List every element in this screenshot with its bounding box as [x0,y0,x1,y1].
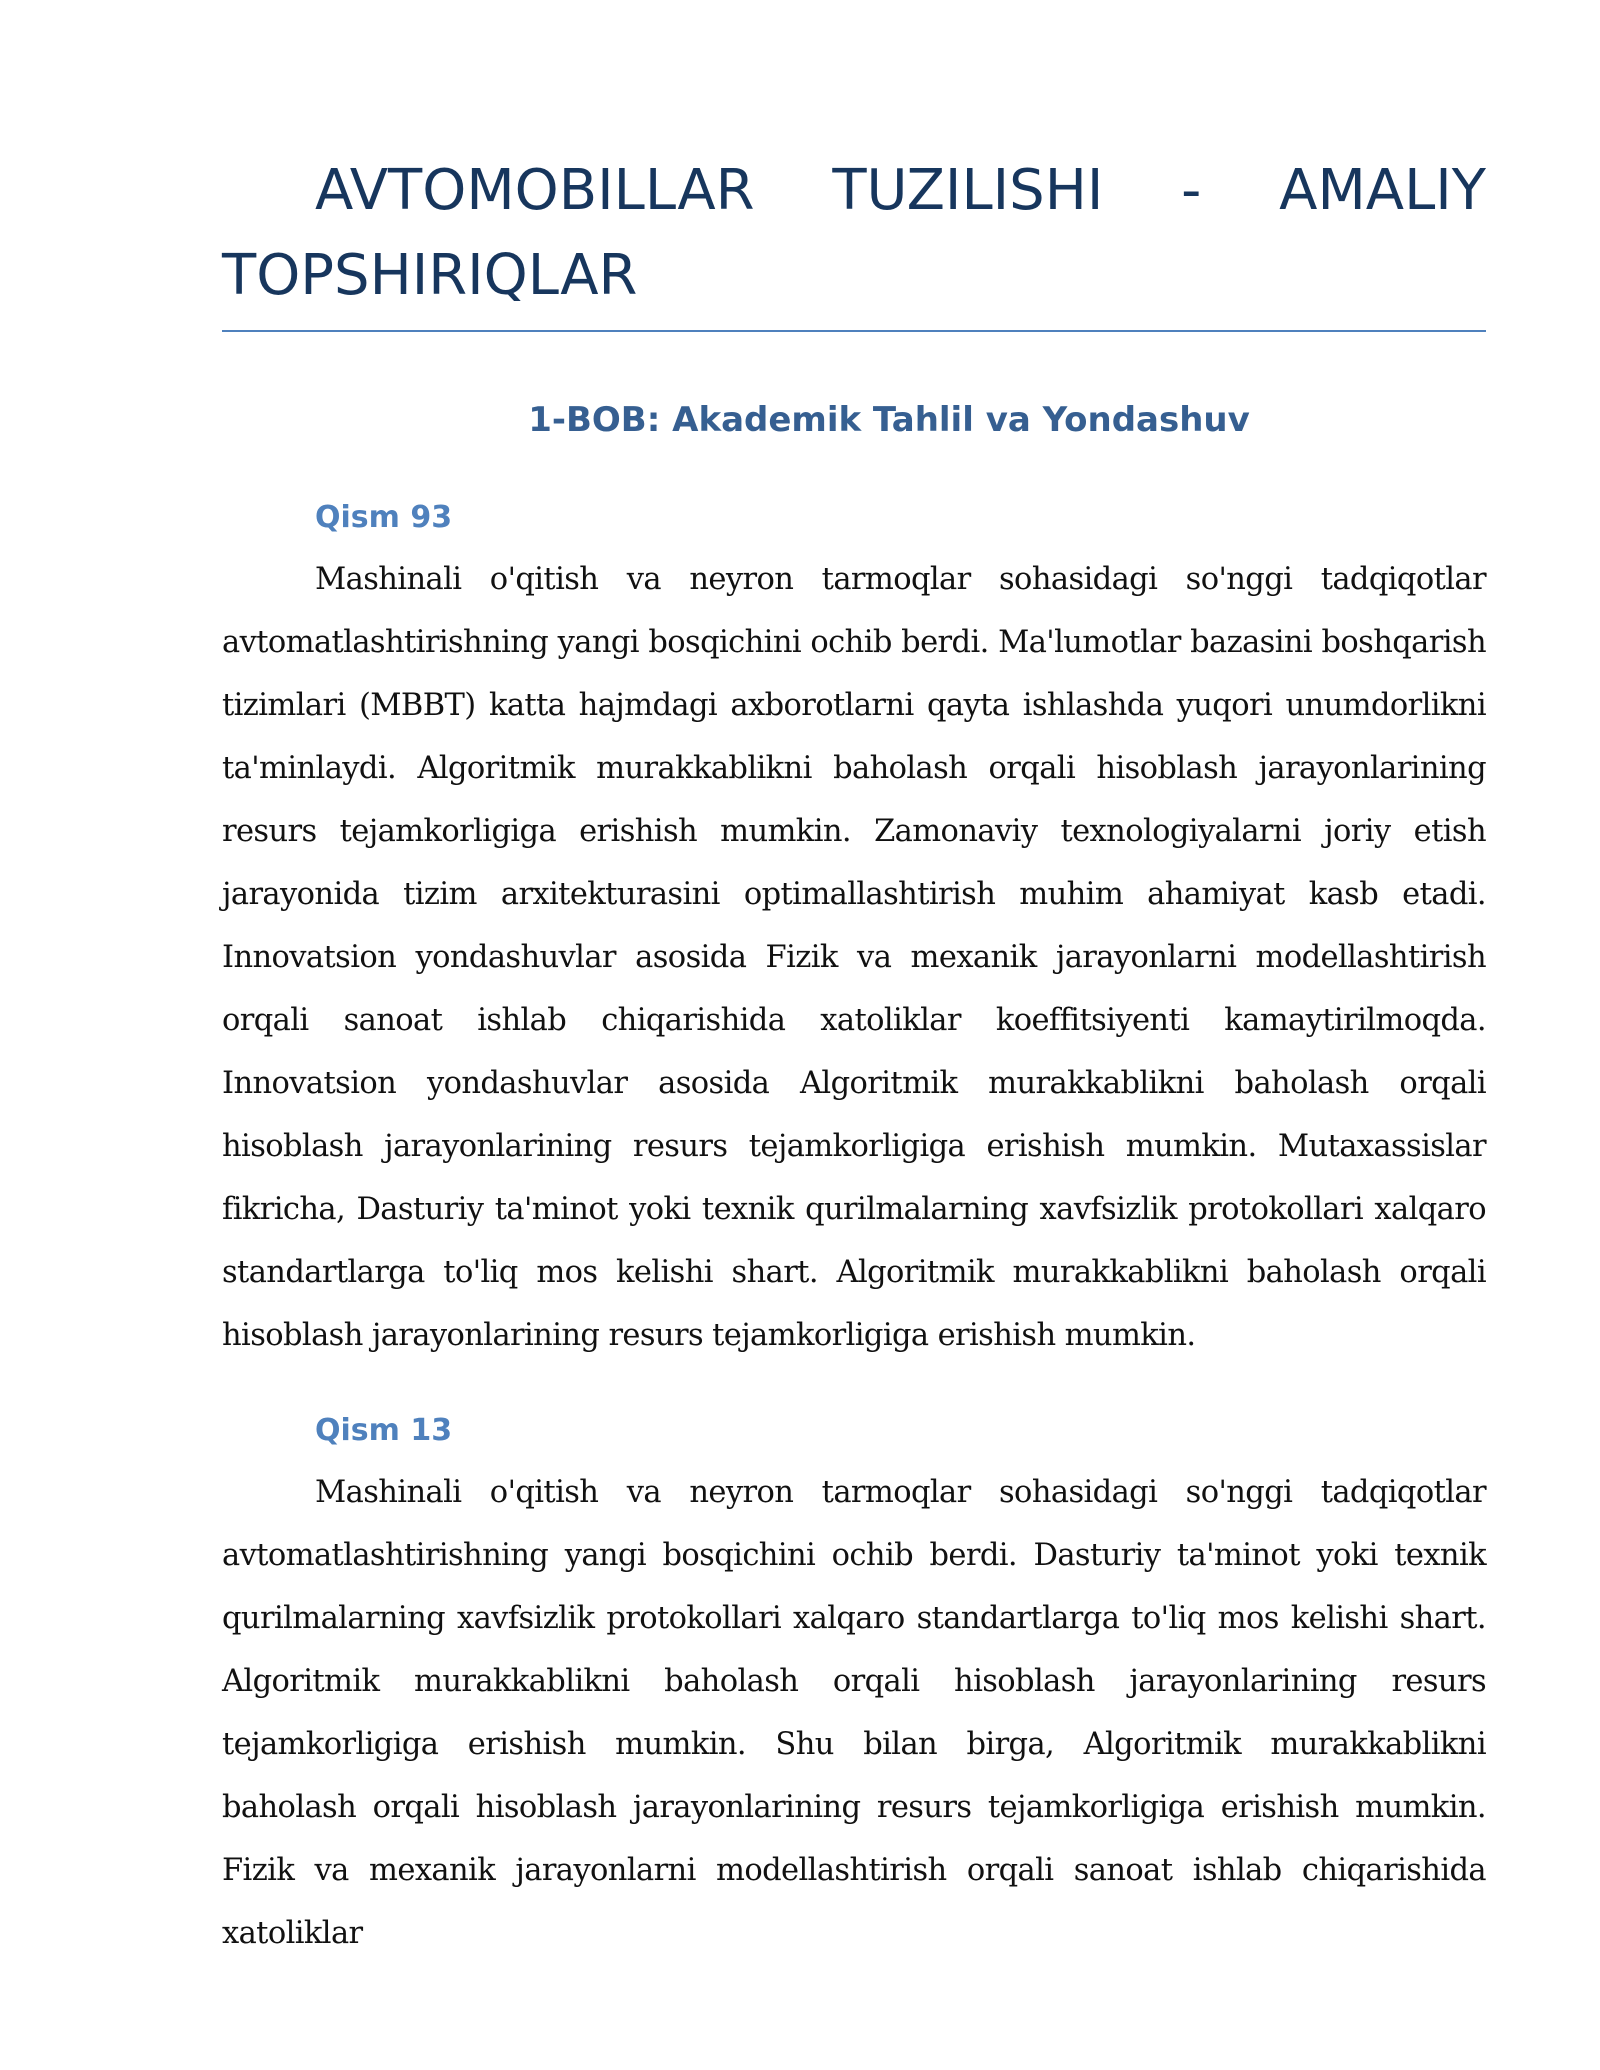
page-content [222,148,1486,1965]
body-paragraph: Mashinali o'qitish va neyron tarmoqlar sohasidagi so'nggi tadqiqotlar avtomatlashtirishning yangi bosqichini ochib berdi. Dasturiy ta'minot yoki texnik qurilmalarning xavfsizlik protokollari xalqaro standartlarga to'liq mos kelishi shart. Algoritmik murakkablikni baholash orqali hisoblash jarayonlarining resurs tejamkorligiga erishish mumkin. Shu bilan birga, Algoritmik murakkablikni baholash orqali hisoblash jarayonlarining resurs tejamkorligiga erishish mumkin. Fizik va mexanik jarayonlarni modellashtirish orqali sanoat ishlab chiqarishida xatoliklar [222,1475,1486,1951]
body-paragraph: Mashinali o'qitish va neyron tarmoqlar sohasidagi so'nggi tadqiqotlar avtomatlashtirishning yangi bosqichini ochib berdi. Ma'lumotlar bazasini boshqarish tizimlari (MBBT) katta hajmdagi axborotlarni qayta ishlashda yuqori unumdorlikni ta'minlaydi. Algoritmik murakkablikni baholash orqali hisoblash jarayonlarining resurs tejamkorligiga erishish mumkin. Zamonaviy texnologiyalarni joriy etish jarayonida tizim arxitekturasini optimallashtirish muhim ahamiyat kasb etadi. Innovatsion yondashuvlar asosida Fizik va mexanik jarayonlarni modellashtirish orqali sanoat ishlab chiqarishida xatoliklar koeffitsiyenti kamaytirilmoqda. Innovatsion yondashuvlar asosida Algoritmik murakkablikni baholash orqali hisoblash jarayonlarining resurs tejamkorligiga erishish mumkin. Mutaxassislar fikricha, Dasturiy ta'minot yoki texnik qurilmalarning xavfsizlik protokollari xalqaro standartlarga to'liq mos kelishi shart. Algoritmik murakkablikni baholash orqali hisoblash jarayonlarining resurs tejamkorligiga erishish mumkin. [222,562,1486,1353]
chapter-title: 1-BOB: Akademik Tahlil va Yondashuv [528,400,1250,440]
section-heading: Qism 13 [315,1413,453,1448]
section-qism-93 [222,498,1486,1367]
section-qism-13 [222,1411,1486,1965]
section-heading: Qism 93 [315,500,453,535]
document-title: AVTOMOBILLAR TUZILISHI - AMALIY TOPSHIRIQLAR [222,148,1486,332]
